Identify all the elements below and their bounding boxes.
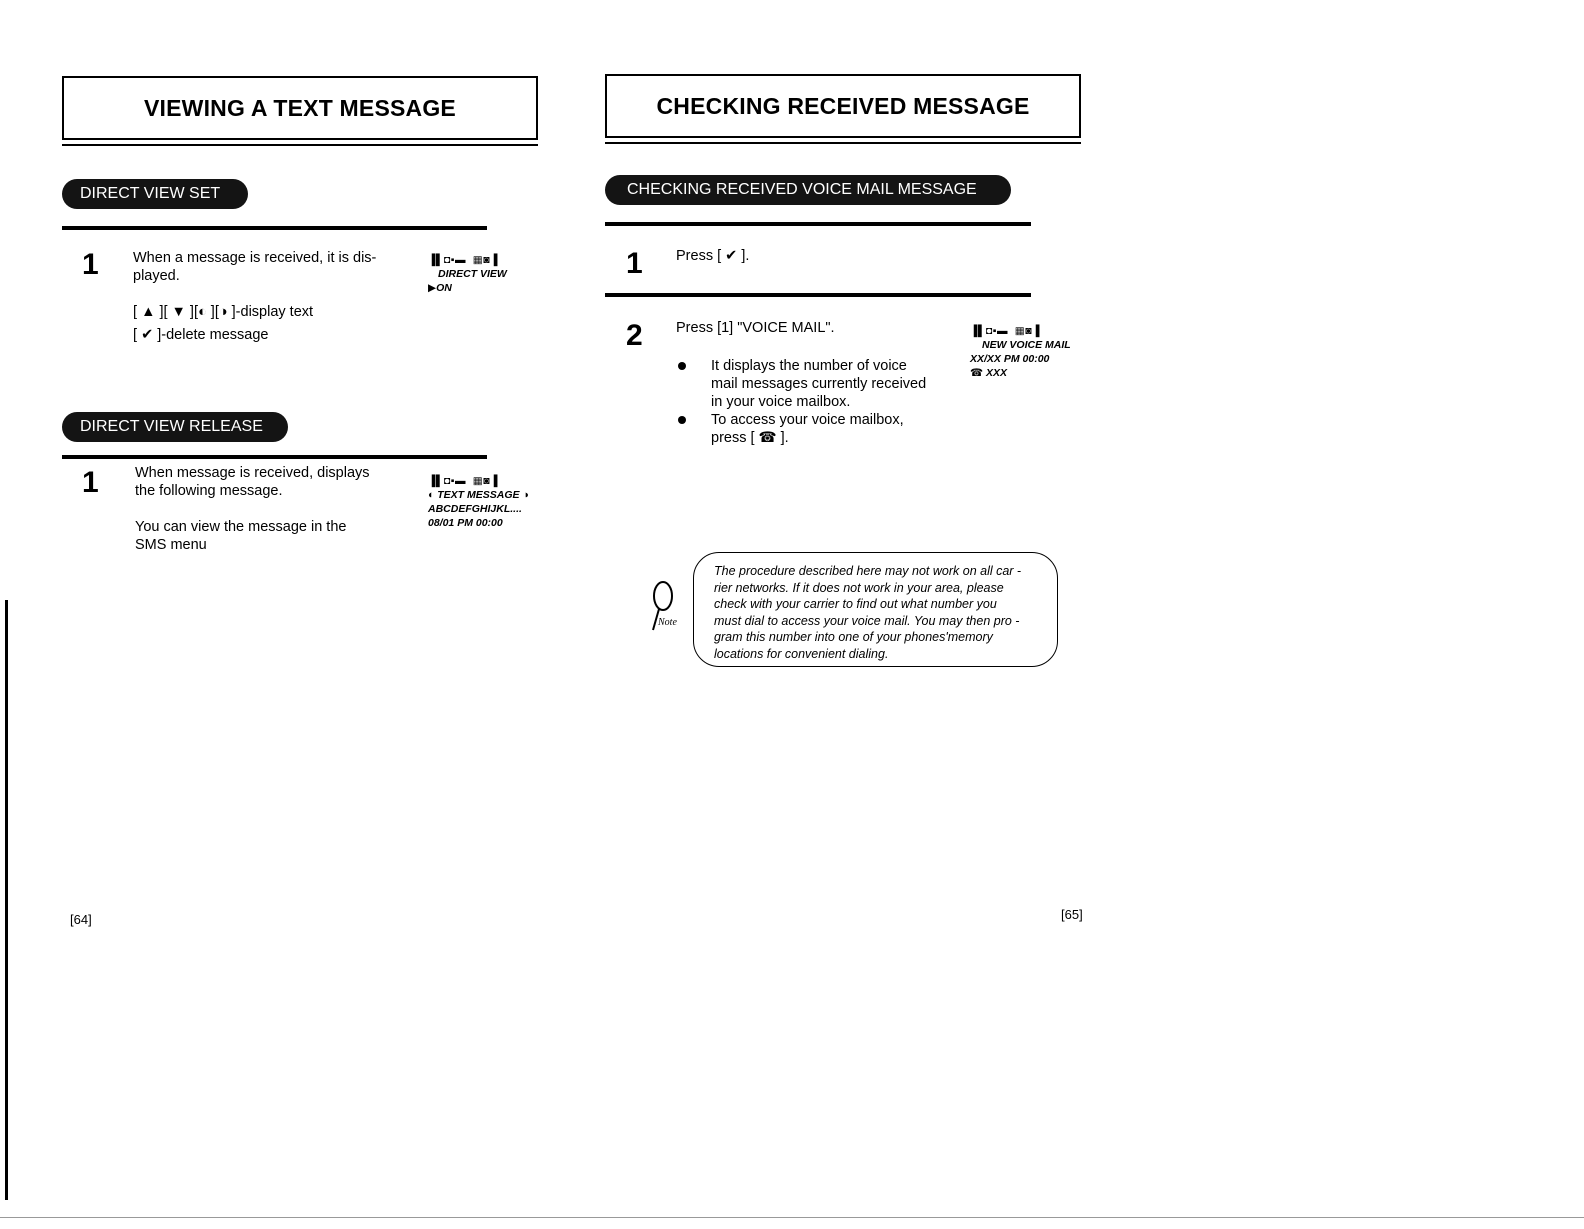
voicemail-icon: ☎ xyxy=(970,367,984,379)
text-line: the following message. xyxy=(135,483,283,499)
menu-key-icon: ◐ xyxy=(198,304,207,320)
menu-key-icon: ◑ xyxy=(218,304,228,320)
section-label-direct-view-set: DIRECT VIEW SET xyxy=(62,179,248,209)
text-line: played. xyxy=(133,268,180,284)
clear-key-icon: ✔ xyxy=(141,327,154,343)
step-number: 1 xyxy=(82,466,99,499)
text-line: When a message is received, it is dis- xyxy=(133,250,377,266)
lcd-line: DIRECT VIEW xyxy=(438,268,507,280)
note-line: rier networks. If it does not work in your area, please xyxy=(714,580,1004,595)
note-line: gram this number into one of your phones'memory xyxy=(714,630,993,644)
lcd-line: ☎ XXX xyxy=(970,367,1008,379)
lcd-screen-voice-mail xyxy=(970,324,1071,380)
text-line: When message is received, displays xyxy=(135,465,370,481)
status-bar-icons: ▐▌◘▪▬ ▦◙▐ xyxy=(970,325,1040,337)
step-text xyxy=(133,249,408,344)
section-rule xyxy=(62,455,487,459)
delete-line: [ ✔ ]-delete message xyxy=(133,327,269,343)
step-number: 2 xyxy=(626,319,643,352)
page-number-left: [64] xyxy=(70,912,92,927)
nav-key-icon: ▲ xyxy=(141,304,156,320)
magnifier-note-icon xyxy=(645,578,685,638)
clear-key-icon: ✔ xyxy=(725,248,738,264)
note-box xyxy=(693,552,1058,667)
section-rule xyxy=(605,293,1031,297)
note-line: The procedure described here may not work on all car - xyxy=(714,564,1022,578)
section-label-voice-mail: CHECKING RECEIVED VOICE MAIL MESSAGE xyxy=(605,175,1011,205)
lcd-line: ABCDEFGHIJKL.... xyxy=(428,503,522,515)
text-line: SMS menu xyxy=(135,537,207,553)
section-rule xyxy=(62,226,487,230)
bullet-text: It displays the number of voice mail messages currently received in your voice mailbox. xyxy=(711,358,927,410)
phone-icon: ☎ xyxy=(758,430,777,446)
page-title-left: VIEWING A TEXT MESSAGE xyxy=(144,94,456,121)
note-line: check with your carrier to find out what number you xyxy=(714,597,997,611)
bottom-edge xyxy=(0,1217,1584,1218)
step-text: Press [1] "VOICE MAIL". xyxy=(676,320,835,336)
lcd-screen-direct-view xyxy=(428,253,507,295)
binding-edge xyxy=(5,600,8,1200)
note-label: Note xyxy=(658,617,677,628)
left-title-box xyxy=(62,76,538,140)
lcd-screen-text-message xyxy=(428,474,529,530)
bullet-text: To access your voice mailbox, press [ ☎ ]. xyxy=(711,412,904,446)
lcd-line: ▶ON xyxy=(428,282,452,294)
lcd-line: XX/XX PM 00:00 xyxy=(970,353,1050,365)
nav-key-icon: ▼ xyxy=(171,304,186,320)
section-rule xyxy=(605,222,1031,226)
text-line: You can view the message in the xyxy=(135,519,347,535)
right-title-box xyxy=(605,74,1081,138)
lcd-line: ◐ TEXT MESSAGE ◑ xyxy=(428,489,529,501)
lcd-line: NEW VOICE MAIL xyxy=(982,339,1071,351)
lcd-line: 08/01 PM 00:00 xyxy=(428,517,503,529)
step-text xyxy=(135,464,410,554)
status-bar-icons: ▐▌◘▪▬ ▦◙▐ xyxy=(428,254,498,266)
status-bar-icons: ▐▌◘▪▬ ▦◙▐ xyxy=(428,475,498,487)
page-number-right: [65] xyxy=(1061,907,1083,922)
step-number: 1 xyxy=(626,247,643,280)
note-line: must dial to access your voice mail. You may then pro - xyxy=(714,613,1020,628)
keys-line: [ ▲ ][ ▼ ][◐ ][◑ ]-display text xyxy=(133,304,314,320)
bullet-dot xyxy=(678,362,686,370)
bullet-dot xyxy=(678,416,686,424)
step-number: 1 xyxy=(82,248,99,281)
note-line: locations for convenient dialing. xyxy=(714,646,889,661)
section-label-direct-view-release: DIRECT VIEW RELEASE xyxy=(62,412,288,442)
page-title-right: CHECKING RECEIVED MESSAGE xyxy=(656,92,1030,119)
step-text: Press [ ✔ ]. xyxy=(676,248,750,264)
